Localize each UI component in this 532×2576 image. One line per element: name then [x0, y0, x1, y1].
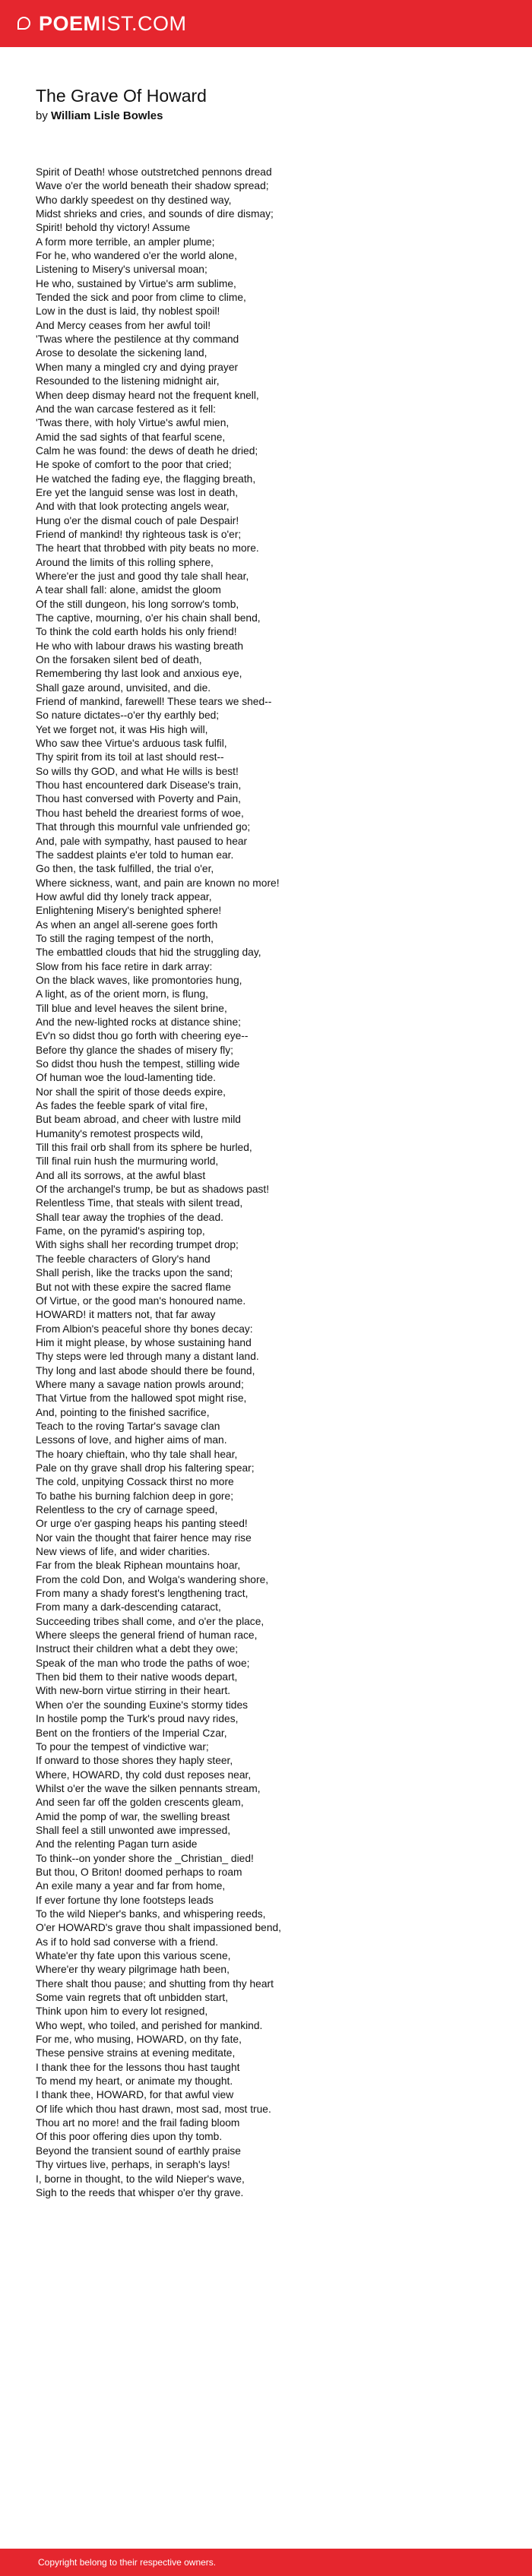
poem-line: Thou art no more! and the frail fading bloom — [36, 2117, 240, 2129]
poem-line: Shall tear away the trophies of the dead. — [36, 1211, 223, 1223]
copyright-text: Copyright belong to their respective owners. — [38, 2557, 217, 2568]
poem-line: Think upon him to every lot resigned, — [36, 2005, 208, 2018]
poem-line: There shalt thou pause; and shutting from thy heart — [36, 1977, 274, 1990]
poem-line: Humanity's remotest prospects wild, — [36, 1127, 204, 1139]
poem-line: But thou, O Briton! doomed perhaps to roam — [36, 1866, 242, 1878]
poem-line: And all its sorrows, at the awful blast — [36, 1169, 206, 1181]
poem-line: Nor vain the thought that fairer hence may rise — [36, 1531, 252, 1544]
poem-line: Listening to Misery's universal moan; — [36, 264, 207, 276]
poem-line: Spirit of Death! whose outstretched pennons dread — [36, 166, 272, 178]
poem-line: Thy spirit from its toil at last should rest-- — [36, 751, 224, 763]
poem-line: He who, sustained by Virtue's arm sublime, — [36, 277, 236, 289]
poem-line: A form more terrible, an ampler plume; — [36, 235, 215, 248]
poem-line: Relentless to the cry of carnage speed, — [36, 1504, 218, 1516]
poem-line: Bent on the frontiers of the Imperial Czar, — [36, 1727, 227, 1739]
poem-line: If ever fortune thy lone footsteps leads — [36, 1894, 214, 1906]
poem-line: To think--on yonder shore the _Christian_ died! — [36, 1852, 254, 1864]
poem-line: Nor shall the spirit of those deeds expire, — [36, 1086, 226, 1098]
poem-line: When o'er the sounding Euxine's stormy tides — [36, 1699, 249, 1711]
poem-line: Thou hast beheld the dreariest forms of woe, — [36, 807, 244, 819]
poem-line: When deep dismay heard not the frequent knell, — [36, 389, 259, 401]
poem-line: And seen far off the golden crescents gleam, — [36, 1797, 244, 1809]
author-link[interactable]: William Lisle Bowles — [51, 109, 163, 122]
poem-line: Lessons of love, and higher aims of man. — [36, 1434, 227, 1446]
poem-line: Friend of mankind! thy righteous task is o'er; — [36, 528, 242, 540]
poem-line: Relentless Time, that steals with silent tread, — [36, 1197, 243, 1209]
poem-line: The captive, mourning, o'er his chain shall bend, — [36, 612, 261, 624]
poem-line: The cold, unpitying Cossack thirst no more — [36, 1476, 234, 1488]
poem-line: And, pointing to the finished sacrifice, — [36, 1406, 210, 1418]
poem-line: Beyond the transient sound of earthly praise — [36, 2145, 241, 2157]
poem-line: Spirit! behold thy victory! Assume — [36, 222, 191, 234]
poem-line: The embattled clouds that hid the struggling day, — [36, 947, 261, 959]
poem-line: I, borne in thought, to the wild Nieper's wave, — [36, 2173, 245, 2185]
by-label: by — [36, 109, 48, 122]
poem-line: Ev'n so didst thou go forth with cheering eye-- — [36, 1030, 249, 1042]
poem-line: New views of life, and wider charities. — [36, 1546, 211, 1558]
poem-line: Speak of the man who trode the paths of woe; — [36, 1657, 250, 1669]
poem-line: The hoary chieftain, who thy tale shall hear, — [36, 1448, 238, 1460]
poem-line: Whate'er thy fate upon this various scene, — [36, 1950, 231, 1961]
poem-line: Remembering thy last look and anxious eye, — [36, 668, 242, 680]
poem-line: Friend of mankind, farewell! These tears we shed-- — [36, 696, 272, 708]
poem-line: An exile many a year and far from home, — [36, 1880, 226, 1892]
poem-line: Of Virtue, or the good man's honoured name. — [36, 1294, 246, 1307]
poem-line: Amid the sad sights of that fearful scene, — [36, 431, 226, 443]
poem-line: The feeble characters of Glory's hand — [36, 1253, 211, 1265]
footer — [0, 2549, 532, 2576]
poem-line: How awful did thy lonely track appear, — [36, 890, 212, 902]
poem-line: Of human woe the loud-lamenting tide. — [36, 1072, 216, 1084]
poem-body — [36, 166, 507, 2200]
poem-line: As if to hold sad converse with a friend. — [36, 1936, 219, 1948]
poem-line: Whilst o'er the wave the silken pennants stream, — [36, 1782, 261, 1794]
top-bar — [0, 0, 532, 47]
poem-line: Around the limits of this rolling sphere, — [36, 556, 214, 568]
poem-line: Amid the pomp of war, the swelling breast — [36, 1810, 230, 1822]
poem-line: Of this poor offering dies upon thy tomb. — [36, 2131, 223, 2143]
poem-line: Midst shrieks and cries, and sounds of dire dismay; — [36, 208, 274, 220]
poem-line: Shall gaze around, unvisited, and die. — [36, 681, 211, 694]
poem-line: I thank thee for the lessons thou hast taught — [36, 2061, 240, 2073]
poem-line: He who with labour draws his wasting breath — [36, 640, 244, 652]
poem-header — [36, 84, 207, 125]
poem-line: Of the archangel's trump, be but as shadows past! — [36, 1184, 270, 1196]
poem-line: Who darkly speedest on thy destined way, — [36, 194, 232, 206]
poem-line: With sighs shall her recording trumpet drop; — [36, 1239, 239, 1251]
poem-line: And, pale with sympathy, hast paused to hear — [36, 835, 248, 847]
poem-line: And the new-lighted rocks at distance shine; — [36, 1016, 241, 1028]
poem-line: Where many a savage nation prowls around; — [36, 1378, 244, 1390]
poem-line: So didst thou hush the tempest, stilling wide — [36, 1058, 240, 1070]
poem-line: When many a mingled cry and dying prayer — [36, 361, 239, 373]
poem-line: Before thy glance the shades of misery fly; — [36, 1044, 233, 1056]
poem-line: Slow from his face retire in dark array: — [36, 960, 213, 972]
poem-line: Tended the sick and poor from clime to clime, — [36, 292, 246, 304]
poem-line: As when an angel all-serene goes forth — [36, 918, 218, 931]
poem-line: On the black waves, like promontories hung, — [36, 974, 242, 986]
poem-line: On the forsaken silent bed of death, — [36, 654, 202, 666]
poem-line: From the cold Don, and Wolga's wandering shore, — [36, 1573, 269, 1585]
poem-line: So wills thy GOD, and what He wills is best! — [36, 765, 239, 777]
poem-line: Yet we forget not, it was His high will, — [36, 723, 208, 735]
poem-line: Who saw thee Virtue's arduous task fulfil, — [36, 738, 227, 750]
poem-line: Resounded to the listening midnight air, — [36, 375, 220, 387]
poem-line: Teach to the roving Tartar's savage clan — [36, 1420, 220, 1432]
poem-line: From many a dark-descending cataract, — [36, 1601, 221, 1614]
poem-line: With new-born virtue stirring in their heart. — [36, 1685, 231, 1697]
poem-line: Till this frail orb shall from its sphere be hurled, — [36, 1142, 252, 1154]
poem-line: To mend my heart, or animate my thought. — [36, 2075, 233, 2088]
poem-line: As fades the feeble spark of vital fire, — [36, 1100, 208, 1112]
poem-line: Thy virtues live, perhaps, in seraph's lays! — [36, 2159, 230, 2171]
poem-line: Ere yet the languid sense was lost in death, — [36, 486, 239, 498]
poem-line: Till final ruin hush the murmuring world, — [36, 1155, 219, 1168]
poem-line: HOWARD! it matters not, that far away — [36, 1309, 216, 1321]
poem-line: From many a shady forest's lengthening tract, — [36, 1588, 249, 1600]
site-logo[interactable] — [17, 12, 187, 36]
poem-line: Sigh to the reeds that whisper o'er thy grave. — [36, 2186, 244, 2198]
poem-line: For me, who musing, HOWARD, on thy fate, — [36, 2034, 242, 2046]
poem-line: Thy long and last abode should there be found, — [36, 1364, 255, 1377]
logo-text-light: IST.COM — [100, 11, 187, 35]
poem-line: Some vain regrets that oft unbidden start, — [36, 1992, 229, 2004]
poem-line: Shall feel a still unwonted awe impressed, — [36, 1824, 231, 1836]
poem-line: Hung o'er the dismal couch of pale Despair! — [36, 514, 239, 526]
poem-line: That through this mournful vale unfriended go; — [36, 821, 251, 833]
poem-line: Wave o'er the world beneath their shadow spread; — [36, 180, 269, 192]
poem-line: Where'er thy weary pilgrimage hath been, — [36, 1964, 230, 1976]
poem-line: For he, who wandered o'er the world alone, — [36, 250, 237, 262]
poem-line: Thy steps were led through many a distant land. — [36, 1351, 259, 1363]
poem-line: If onward to those shores they haply steer, — [36, 1755, 233, 1767]
poem-line: Go then, the task fulfilled, the trial o'er, — [36, 863, 214, 875]
poem-line: He watched the fading eye, the flagging breath, — [36, 473, 256, 485]
poem-line: And Mercy ceases from her awful toil! — [36, 319, 211, 331]
poem-line: Then bid them to their native woods depart, — [36, 1671, 238, 1683]
poem-line: A light, as of the orient morn, is flung, — [36, 988, 209, 1000]
poem-line: 'Twas there, with holy Virtue's awful mien, — [36, 417, 230, 429]
poem-line: I thank thee, HOWARD, for that awful view — [36, 2089, 234, 2101]
poem-line: And with that look protecting angels wear, — [36, 501, 230, 513]
poem-line: The saddest plaints e'er told to human ear. — [36, 849, 234, 861]
poem-line: Of life which thou hast drawn, most sad, most true. — [36, 2103, 271, 2115]
poem-line: Who wept, who toiled, and perished for mankind. — [36, 2019, 263, 2031]
poem-line: Where'er the just and good thy tale shall hear, — [36, 570, 249, 582]
logo-text-bold: POEM — [39, 11, 101, 35]
poem-line: These pensive strains at evening meditate, — [36, 2047, 236, 2059]
poem-line: Succeeding tribes shall come, and o'er the place, — [36, 1615, 264, 1627]
poem-line: To think the cold earth holds his only friend! — [36, 626, 237, 638]
poem-line: Where sleeps the general friend of human race, — [36, 1629, 258, 1642]
poem-line: He spoke of comfort to the poor that cried; — [36, 459, 232, 471]
poem-line: To pour the tempest of vindictive war; — [36, 1740, 209, 1753]
poem-line: Low in the dust is laid, thy noblest spoil! — [36, 305, 220, 318]
poem-line: To the wild Nieper's banks, and whispering reeds, — [36, 1908, 266, 1920]
poem-line: And the wan carcase festered as it fell: — [36, 403, 216, 415]
poem-line: In hostile pomp the Turk's proud navy rides, — [36, 1713, 239, 1725]
poem-line: Shall perish, like the tracks upon the sand; — [36, 1267, 233, 1279]
poem-line: That Virtue from the hallowed spot might rise, — [36, 1392, 247, 1405]
poem-line: Enlightening Misery's benighted sphere! — [36, 905, 222, 917]
poem-line: 'Twas where the pestilence at thy command — [36, 333, 239, 346]
quill-icon — [17, 16, 32, 31]
byline — [36, 108, 207, 125]
poem-line: Far from the bleak Riphean mountains hoar, — [36, 1560, 241, 1572]
poem-line: And the relenting Pagan turn aside — [36, 1838, 198, 1851]
poem-line: Thou hast encountered dark Disease's train, — [36, 779, 242, 792]
poem-line: Where sickness, want, and pain are known no more! — [36, 877, 280, 889]
poem-line: From Albion's peaceful shore thy bones decay: — [36, 1323, 253, 1335]
poem-line: But beam abroad, and cheer with lustre mild — [36, 1114, 241, 1126]
poem-line: To bathe his burning falchion deep in gore; — [36, 1490, 234, 1502]
poem-line: A tear shall fall: alone, amidst the gloom — [36, 584, 221, 596]
poem-line: To still the raging tempest of the north, — [36, 932, 214, 944]
poem-line: Instruct their children what a debt they owe; — [36, 1643, 239, 1655]
poem-line: Till blue and level heaves the silent brine, — [36, 1002, 227, 1014]
poem-line: Calm he was found: the dews of death he dried; — [36, 444, 258, 457]
poem-line: O'er HOWARD's grave thou shalt impassioned bend, — [36, 1922, 281, 1934]
poem-line: Or urge o'er gasping heaps his panting steed! — [36, 1518, 248, 1530]
poem-line: Where, HOWARD, thy cold dust reposes near, — [36, 1768, 252, 1781]
poem-line: But not with these expire the sacred flame — [36, 1281, 231, 1293]
poem-line: Arose to desolate the sickening land, — [36, 347, 207, 359]
poem-line: Pale on thy grave shall drop his faltering spear; — [36, 1462, 255, 1474]
poem-line: So nature dictates--o'er thy earthly bed; — [36, 710, 220, 722]
poem-title: The Grave Of Howard — [36, 86, 207, 106]
poem-line: Fame, on the pyramid's aspiring top, — [36, 1225, 205, 1237]
poem-line: Him it might please, by whose sustaining hand — [36, 1336, 252, 1348]
poem-line: Thou hast conversed with Poverty and Pain, — [36, 793, 241, 805]
poem-line: Of the still dungeon, his long sorrow's tomb, — [36, 598, 239, 610]
poem-line: The heart that throbbed with pity beats no more. — [36, 542, 259, 555]
